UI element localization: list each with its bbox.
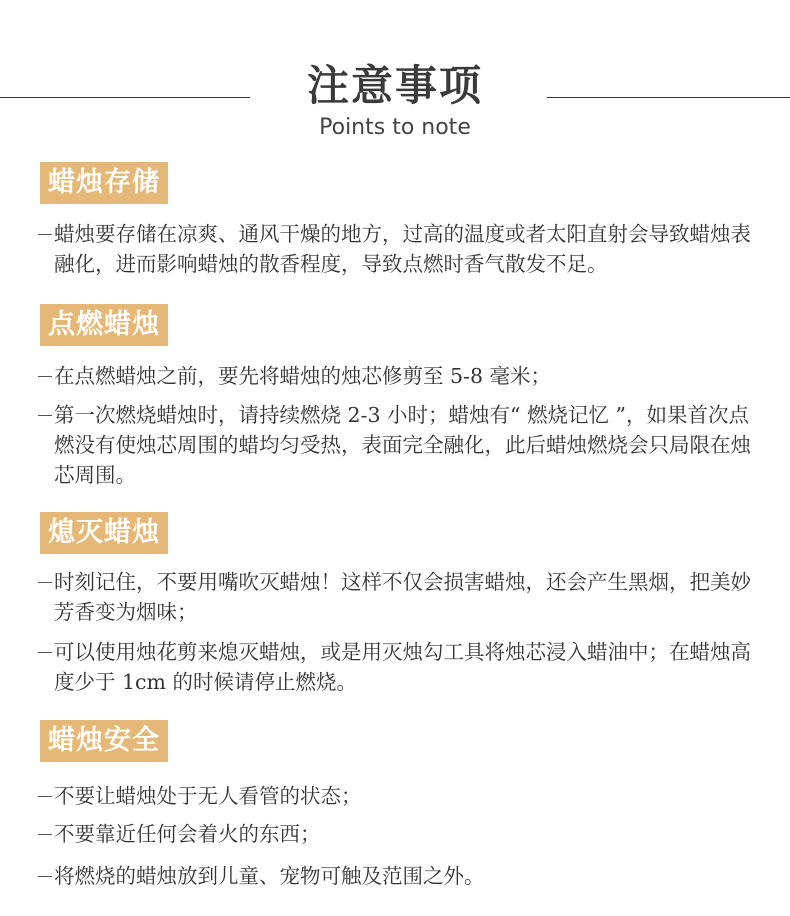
dash-bullet (38, 652, 52, 653)
list-item-text: 不要靠近任何会着火的东西； (54, 822, 321, 846)
dash-bullet (38, 796, 52, 797)
list-item (38, 400, 754, 490)
dash-bullet (38, 376, 52, 377)
list-item-text: 蜡烛要存储在凉爽、通风干燥的地方，过高的温度或者太阳直射会导致蜡烛表融化，进而影响蜡烛的散香程度，导致点燃时香气散发不足。 (54, 222, 751, 276)
list-item (38, 819, 754, 849)
dash-bullet (38, 876, 52, 877)
list-item (38, 781, 754, 811)
page-subtitle: Points to note (319, 115, 471, 140)
list-item-text: 将燃烧的蜡烛放到儿童、宠物可触及范围之外。 (54, 864, 485, 888)
dash-bullet (38, 234, 52, 235)
dash-bullet (38, 834, 52, 835)
list-item-text: 时刻记住，不要用嘴吹灭蜡烛！这样不仅会损害蜡烛，还会产生黑烟，把美妙芳香变为烟味； (54, 570, 751, 624)
header-rule-right (547, 97, 790, 98)
page-title: 注意事项 (306, 61, 483, 110)
dash-bullet (38, 415, 52, 416)
list-item-text: 不要让蜡烛处于无人看管的状态； (54, 784, 362, 808)
list-item-text: 可以使用烛花剪来熄灭蜡烛，或是用灭烛勾工具将烛芯浸入蜡油中；在蜡烛高度少于 1cm 的时候请停止燃烧。 (54, 640, 751, 694)
list-item (38, 637, 754, 697)
section-heading: 点燃蜡烛 (40, 304, 168, 346)
list-item (38, 861, 754, 891)
section-heading: 蜡烛存储 (40, 162, 168, 204)
list-item-text: 在点燃蜡烛之前，要先将蜡烛的烛芯修剪至 5-8 毫米； (54, 364, 552, 388)
list-item (38, 567, 754, 627)
list-item (38, 219, 754, 279)
section-heading: 熄灭蜡烛 (40, 512, 168, 554)
dash-bullet (38, 582, 52, 583)
list-item (38, 361, 754, 391)
list-item-text: 第一次燃烧蜡烛时，请持续燃烧 2-3 小时；蜡烛有“ 燃烧记忆 ”，如果首次点燃没有使烛芯周围的蜡均匀受热，表面完全融化，此后蜡烛燃烧会只局限在烛芯周围。 (54, 403, 751, 487)
section-heading: 蜡烛安全 (40, 720, 168, 762)
page-header (0, 0, 790, 150)
